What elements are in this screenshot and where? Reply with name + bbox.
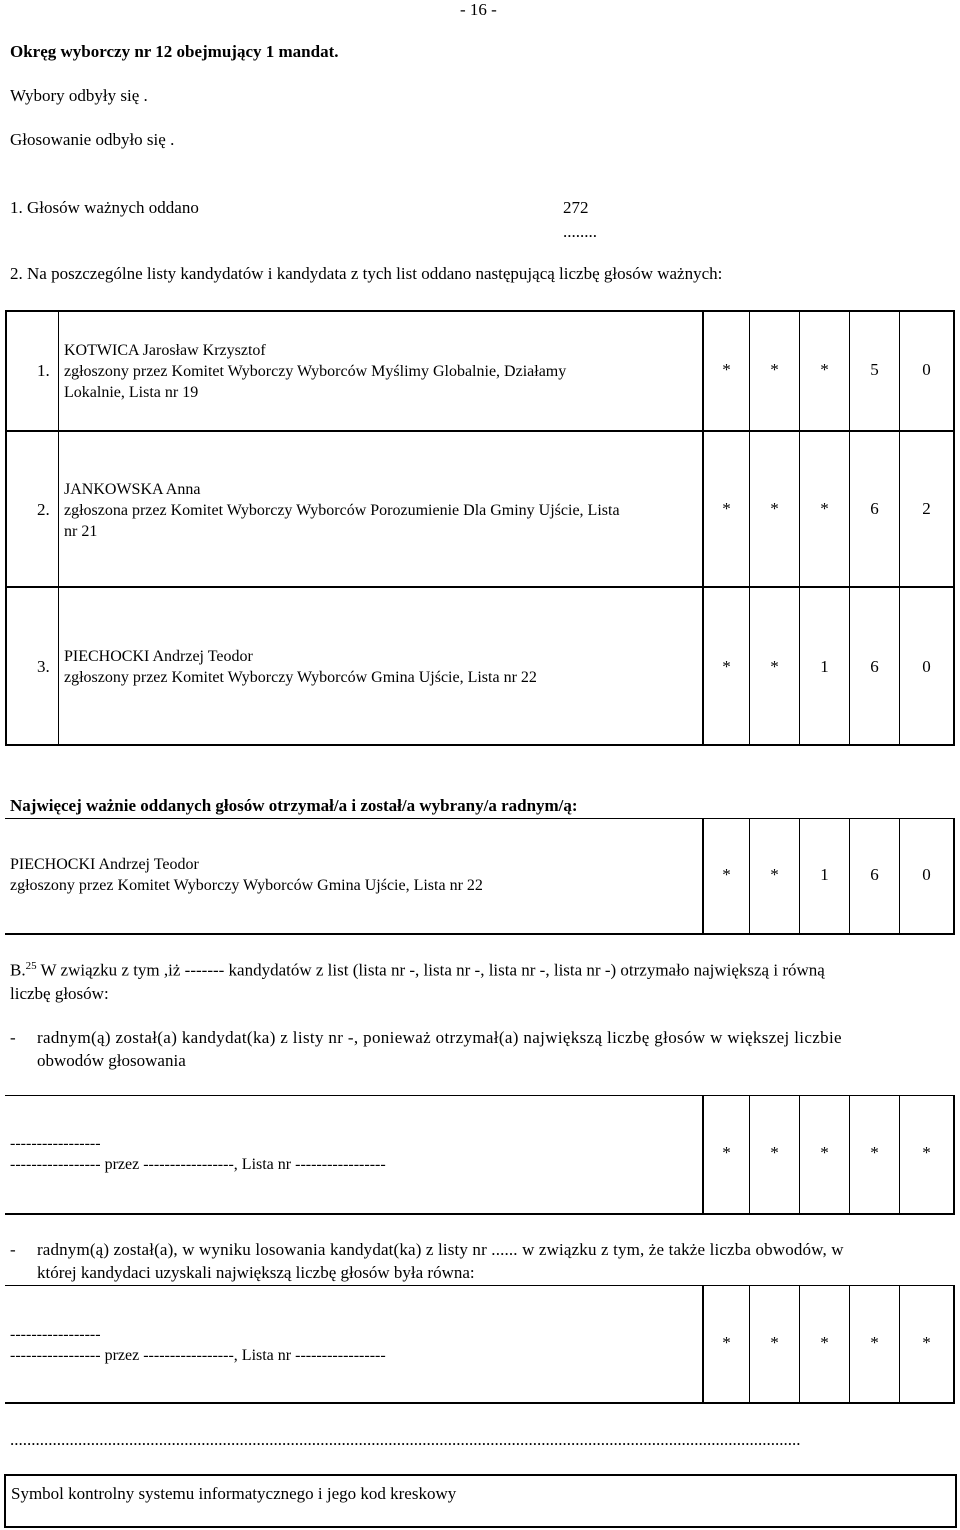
tie-box-text: ----------------- ----------------- przez -----------------, Lista nr ----------------- xyxy=(10,1326,386,1364)
vote-digit: * xyxy=(770,1143,779,1162)
vote-digit: * xyxy=(820,1333,829,1352)
section-b-line1: B.$^{25}$ W związku z tym ,iż ------- kandydatów z list (lista nr -, lista nr -, lista nr -, lista nr -) otrzymało największą i równą xyxy=(10,960,825,980)
bullet2-line1: radnym(ą) został(a), w wyniku losowania kandydat(ka) z listy nr ...... w związku z tym, że także liczba obwodów, w xyxy=(37,1240,844,1259)
lists-intro: 2. Na poszczególne listy kandydatów i kandydata z tych list oddano następującą liczbę głosów ważnych: xyxy=(10,264,723,283)
bullet2-line2: której kandydaci uzyskali największą liczbę głosów była równa: xyxy=(37,1263,475,1282)
vote-digit: * xyxy=(722,657,731,676)
vote-digit: 1 xyxy=(820,865,829,884)
candidate-name: JANKOWSKA Anna zgłoszona przez Komitet Wyborczy Wyborców Porozumienie Dla Gminy Ujście, Lista nr 21 xyxy=(64,481,620,540)
vote-digit: * xyxy=(722,1143,731,1162)
voting-held-text: Głosowanie odbyło się . xyxy=(10,130,175,149)
vote-digit: * xyxy=(870,1143,879,1162)
bullet1-line2: obwodów głosowania xyxy=(37,1051,186,1070)
winner-heading: Najwięcej ważnie oddanych głosów otrzymał/a i został/a wybrany/a radnym/ą: xyxy=(10,796,578,815)
elections-held-text: Wybory odbyły się . xyxy=(10,86,148,105)
vote-digit: 1 xyxy=(820,657,829,676)
vote-digit: * xyxy=(722,360,731,379)
valid-votes-label: 1. Głosów ważnych oddano xyxy=(10,198,199,217)
vote-digit: * xyxy=(722,1333,731,1352)
dotted-line: .......................................................................................................................................................................................... xyxy=(10,1430,801,1449)
vote-digit: * xyxy=(820,499,829,518)
vote-digit: 6 xyxy=(870,865,879,884)
control-symbol-box xyxy=(4,1474,957,1528)
valid-votes-value: 272 xyxy=(563,198,589,217)
vote-digit: 0 xyxy=(922,360,931,379)
tie-box-text: ----------------- ----------------- przez -----------------, Lista nr ----------------- xyxy=(10,1135,386,1173)
district-title: Okręg wyborczy nr 12 obejmujący 1 mandat. xyxy=(10,42,339,61)
vote-digit: 6 xyxy=(870,657,879,676)
section-b-line2: liczbę głosów: xyxy=(10,984,109,1003)
row-number: 2. xyxy=(37,500,50,519)
vote-digit: * xyxy=(770,865,779,884)
vote-digit: * xyxy=(770,360,779,379)
candidate-name: PIECHOCKI Andrzej Teodor zgłoszony przez Komitet Wyborczy Wyborców Gmina Ujście, Lista nr 22 xyxy=(64,648,537,686)
vote-digit: * xyxy=(922,1333,931,1352)
vote-digit: * xyxy=(722,865,731,884)
vote-digit: * xyxy=(770,499,779,518)
vote-digit: * xyxy=(722,499,731,518)
vote-digit: * xyxy=(770,657,779,676)
bullet1-line1: radnym(ą) został(a) kandydat(ka) z listy nr -, ponieważ otrzymał(a) największą liczbę głosów w większej liczbie xyxy=(37,1028,842,1047)
vote-digit: 0 xyxy=(922,657,931,676)
valid-votes-dots: ........ xyxy=(563,222,597,241)
page-number: - 16 - xyxy=(460,0,497,19)
vote-digit: * xyxy=(870,1333,879,1352)
vote-digit: 0 xyxy=(922,865,931,884)
bullet-dash: - xyxy=(10,1028,16,1047)
vote-digit: * xyxy=(922,1143,931,1162)
control-symbol-label: Symbol kontrolny systemu informatycznego i jego kod kreskowy xyxy=(11,1484,457,1503)
vote-digit: 2 xyxy=(922,499,931,518)
vote-digit: * xyxy=(820,1143,829,1162)
row-number: 3. xyxy=(37,657,50,676)
row-number: 1. xyxy=(37,361,50,380)
vote-digit: * xyxy=(770,1333,779,1352)
candidate-name: KOTWICA Jarosław Krzysztof zgłoszony przez Komitet Wyborczy Wyborców Myślimy Globalnie, Działamy Lokalnie, Lista nr 19 xyxy=(64,342,567,401)
winner-name: PIECHOCKI Andrzej Teodor zgłoszony przez Komitet Wyborczy Wyborców Gmina Ujście, Lista nr 22 xyxy=(10,856,483,894)
vote-digit: * xyxy=(820,360,829,379)
bullet-dash: - xyxy=(10,1240,16,1259)
vote-digit: 6 xyxy=(870,499,879,518)
vote-digit: 5 xyxy=(870,360,879,379)
